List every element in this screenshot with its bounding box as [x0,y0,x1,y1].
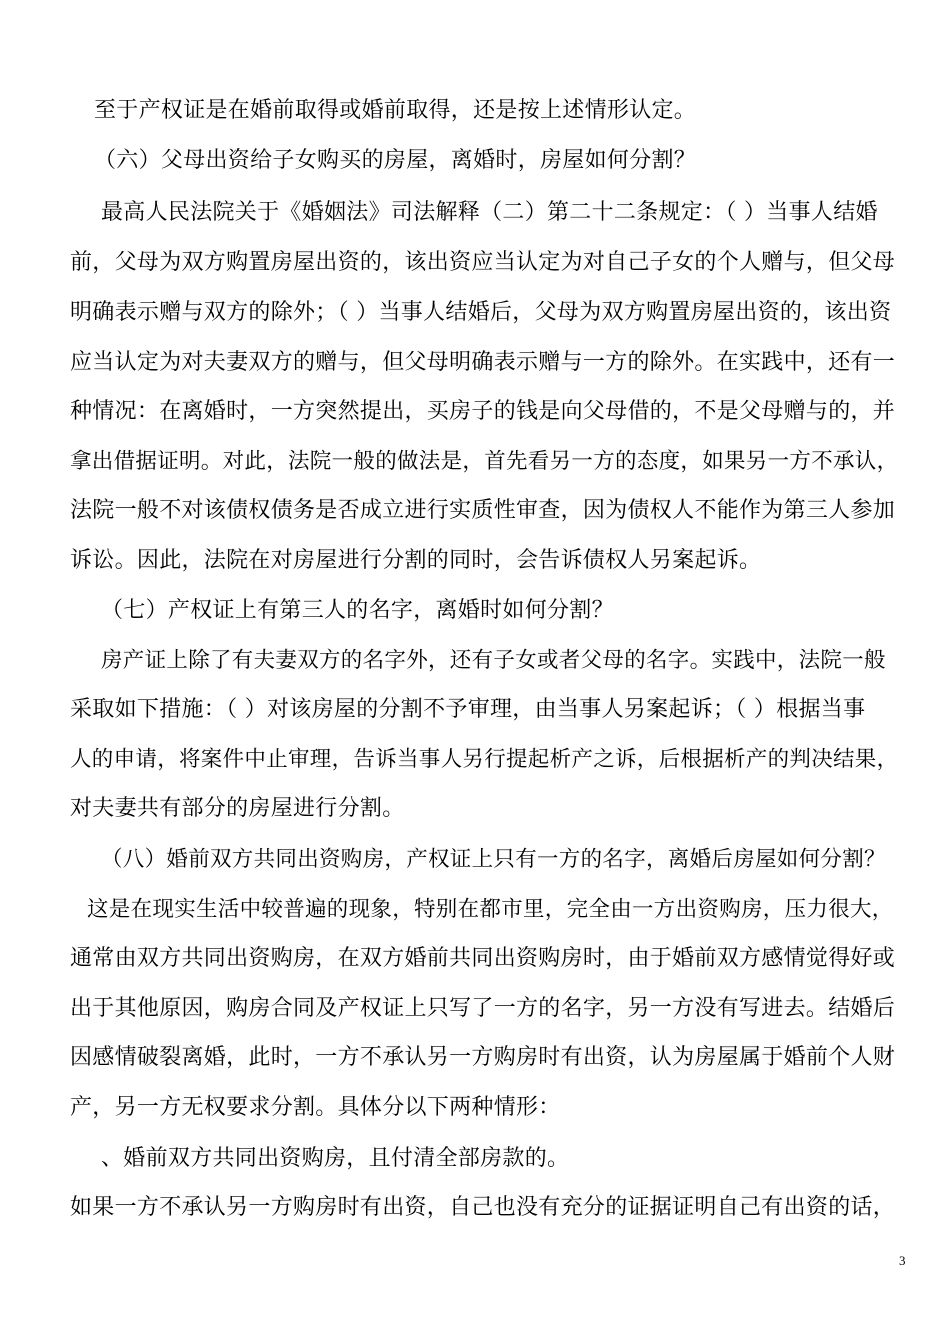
text-line-18: 通常由双方共同出资购房，在双方婚前共同出资购房时，由于婚前双方感情觉得好或 [70,946,896,971]
text-line-19: 出于其他原因，购房合同及产权证上只写了一方的名字，另一方没有写进去。结婚后 [70,996,896,1021]
text-line-12: 房产证上除了有夫妻双方的名字外，还有子女或者父母的名字。实践中，法院一般 [101,648,886,673]
text-line-13: 采取如下措施：（ ）对该房屋的分割不予审理，由当事人另案起诉；（ ）根据当事 [70,697,866,722]
text-line-6: 应当认定为对夫妻双方的赠与，但父母明确表示赠与一方的除外。在实践中，还有一 [70,350,896,375]
text-line-22: 、婚前双方共同出资购房，且付清全部房款的。 [101,1146,570,1171]
text-line-15: 对夫妻共有部分的房屋进行分割。 [70,796,405,821]
text-line-4: 前，父母为双方购置房屋出资的，该出资应当认定为对自己子女的个人赠与，但父母 [70,250,896,275]
section-heading-6: （六）父母出资给子女购买的房屋，离婚时，房屋如何分割？ [94,148,697,173]
text-line-23: 如果一方不承认另一方购房时有出资，自己也没有充分的证据证明自己有出资的话， [70,1195,896,1220]
text-line-1: 至于产权证是在婚前取得或婚前取得，还是按上述情形认定。 [94,98,697,123]
text-line-21: 产，另一方无权要求分割。具体分以下两种情形： [70,1095,561,1120]
text-line-9: 法院一般不对该债权债务是否成立进行实质性审查，因为债权人不能作为第三人参加 [70,498,896,523]
page-number: 3 [899,1253,906,1268]
text-line-17: 这是在现实生活中较普遍的现象，特别在都市里，完全由一方出资购房，压力很大， [87,897,894,922]
text-line-10: 诉讼。因此，法院在对房屋进行分割的同时，会告诉债权人另案起诉。 [70,548,762,573]
text-line-20: 因感情破裂离婚，此时，一方不承认另一方购房时有出资，认为房屋属于婚前个人财 [70,1045,896,1070]
text-line-14: 人的申请，将案件中止审理，告诉当事人另行提起析产之诉，后根据析产的判决结果， [70,747,899,772]
section-heading-7: （七）产权证上有第三人的名字，离婚时如何分割？ [101,598,614,623]
text-line-7: 种情况：在离婚时，一方突然提出，买房子的钱是向父母借的，不是父母赠与的，并 [70,399,896,424]
section-heading-8: （八）婚前双方共同出资购房，产权证上只有一方的名字，离婚后房屋如何分割？ [101,847,886,872]
text-line-8: 拿出借据证明。对此，法院一般的做法是，首先看另一方的态度，如果另一方不承认， [70,449,899,474]
text-line-3: 最高人民法院关于《婚姻法》司法解释（二）第二十二条规定：（ ）当事人结婚 [101,200,878,225]
text-line-5: 明确表示赠与双方的除外；（ ）当事人结婚后，父母为双方购置房屋出资的，该出资 [70,300,892,325]
